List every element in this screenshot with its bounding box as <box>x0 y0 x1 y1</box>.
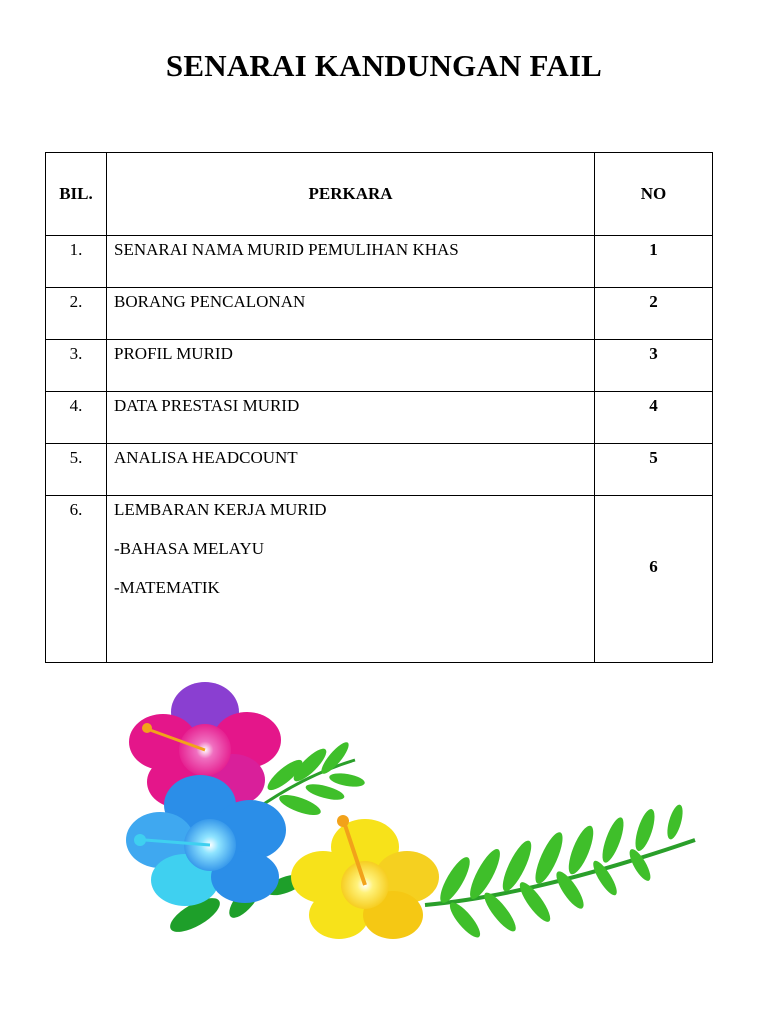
row-bil: 5. <box>46 444 107 496</box>
row-bil: 2. <box>46 288 107 340</box>
perkara-line: LEMBARAN KERJA MURID <box>114 500 327 519</box>
row-perkara <box>107 392 595 444</box>
table-row <box>46 496 713 663</box>
yellow-hibiscus-flower <box>291 815 439 939</box>
row-no: 6 <box>595 496 713 663</box>
row-bil: 6. <box>46 496 107 663</box>
row-perkara <box>107 288 595 340</box>
row-bil: 3. <box>46 340 107 392</box>
perkara-line: BORANG PENCALONAN <box>114 292 306 311</box>
perkara-line: DATA PRESTASI MURID <box>114 396 300 415</box>
perkara-subline: -BAHASA MELAYU <box>114 539 265 558</box>
row-perkara <box>107 444 595 496</box>
page-title: SENARAI KANDUNGAN FAIL <box>165 48 603 83</box>
header-bil: BIL. <box>46 153 107 236</box>
table-row <box>46 236 713 288</box>
row-bil: 4. <box>46 392 107 444</box>
table-row <box>46 444 713 496</box>
row-no: 3 <box>595 340 713 392</box>
perkara-line: SENARAI NAMA MURID PEMULIHAN KHAS <box>114 240 459 259</box>
row-perkara <box>107 236 595 288</box>
header-perkara: PERKARA <box>107 153 595 236</box>
fern-leaf-right <box>425 803 695 941</box>
row-no: 5 <box>595 444 713 496</box>
blue-hibiscus-flower <box>126 775 286 906</box>
table-row <box>46 288 713 340</box>
row-perkara <box>107 340 595 392</box>
perkara-subline: -MATEMATIK <box>114 578 220 597</box>
hibiscus-flowers-illustration <box>55 680 715 960</box>
header-no: NO <box>595 153 713 236</box>
table-header-row <box>46 153 713 236</box>
row-no: 1 <box>595 236 713 288</box>
row-perkara <box>107 496 595 663</box>
perkara-line: PROFIL MURID <box>114 344 233 363</box>
row-no: 4 <box>595 392 713 444</box>
contents-table <box>45 152 713 663</box>
row-bil: 1. <box>46 236 107 288</box>
row-no: 2 <box>595 288 713 340</box>
table-row <box>46 392 713 444</box>
table-row <box>46 340 713 392</box>
perkara-line: ANALISA HEADCOUNT <box>114 448 298 467</box>
